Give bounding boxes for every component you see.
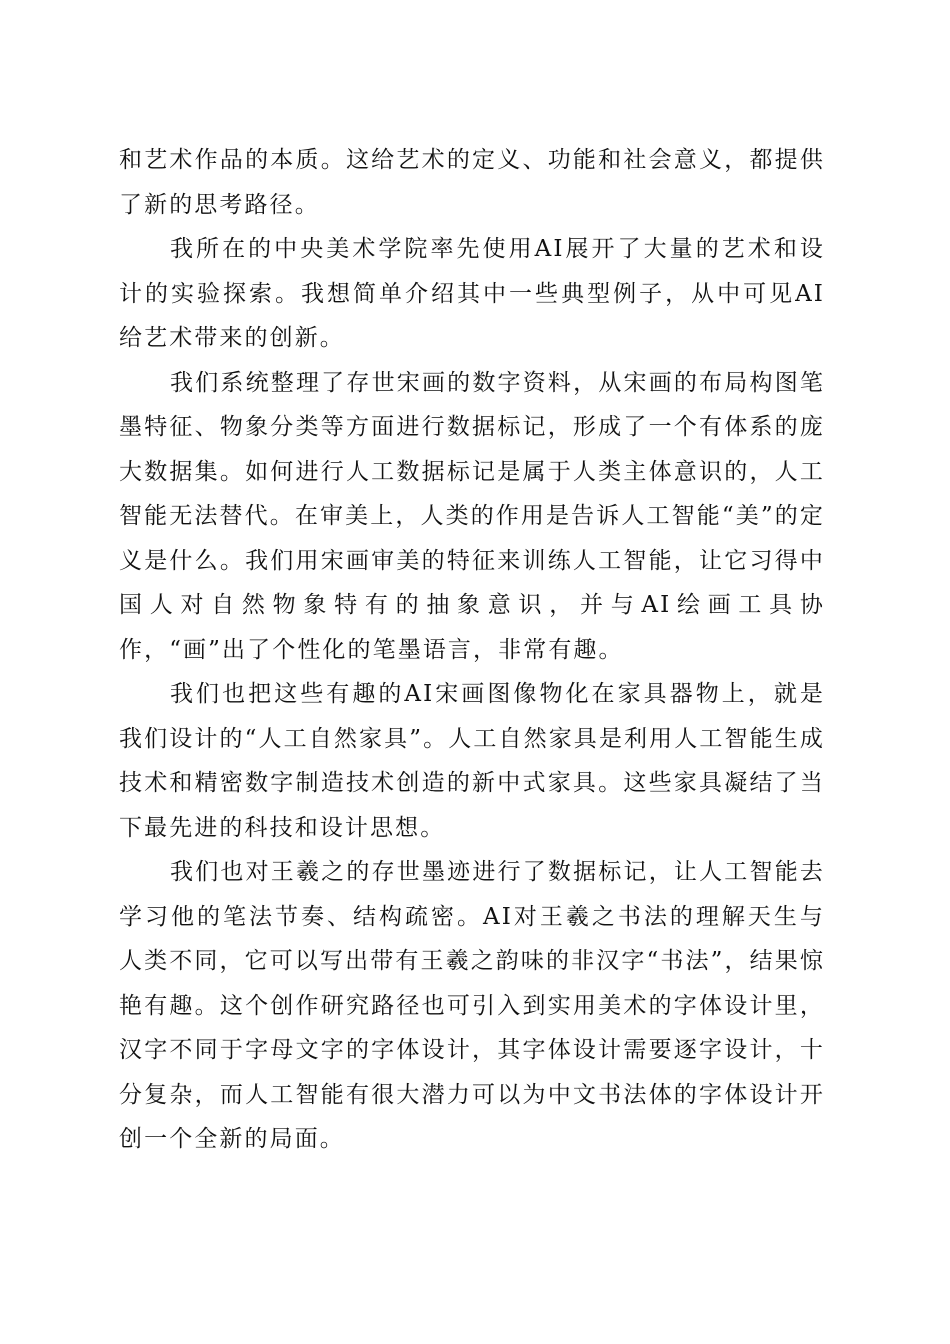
paragraph-continuation: 和艺术作品的本质。这给艺术的定义、功能和社会意义，都提供了新的思考路径。 (119, 147, 825, 218)
body-text (119, 138, 825, 1162)
paragraph-wang-xizhi-calligraphy: 我们也对王羲之的存世墨迹进行了数据标记，让人工智能去学习他的笔法节奏、结构疏密。AI对王羲之书法的理解天生与人类不同，它可以写出带有王羲之韵味的非汉字“书法”，结果惊艳有趣。这个创作研究路径也可引入到实用美术的字体设计里，汉字不同于字母文字的字体设计，其字体设计需要逐字设计，十分复杂，而人工智能有很大潜力可以为中文书法体的字体设计开创一个全新的局面。 (119, 859, 825, 1152)
paragraph-artificial-nature-furniture: 我们也把这些有趣的AI宋画图像物化在家具器物上，就是我们设计的“人工自然家具”。人工自然家具是利用人工智能生成技术和精密数字制造技术创造的新中式家具。这些家具凝结了当下最先进的科技和设计思想。 (119, 681, 825, 841)
paragraph-song-painting-dataset: 我们系统整理了存世宋画的数字资料，从宋画的布局构图笔墨特征、物象分类等方面进行数据标记，形成了一个有体系的庞大数据集。如何进行人工数据标记是属于人类主体意识的，人工智能无法替代。在审美上，人类的作用是告诉人工智能“美”的定义是什么。我们用宋画审美的特征来训练人工智能，让它习得中国人对自然物象特有的抽象意识，并与AI绘画工具协作，“画”出了个性化的笔墨语言，非常有趣。 (119, 369, 825, 663)
paragraph-cafa-ai-exploration: 我所在的中央美术学院率先使用AI展开了大量的艺术和设计的实验探索。我想简单介绍其中一些典型例子，从中可见AI给艺术带来的创新。 (119, 236, 825, 351)
